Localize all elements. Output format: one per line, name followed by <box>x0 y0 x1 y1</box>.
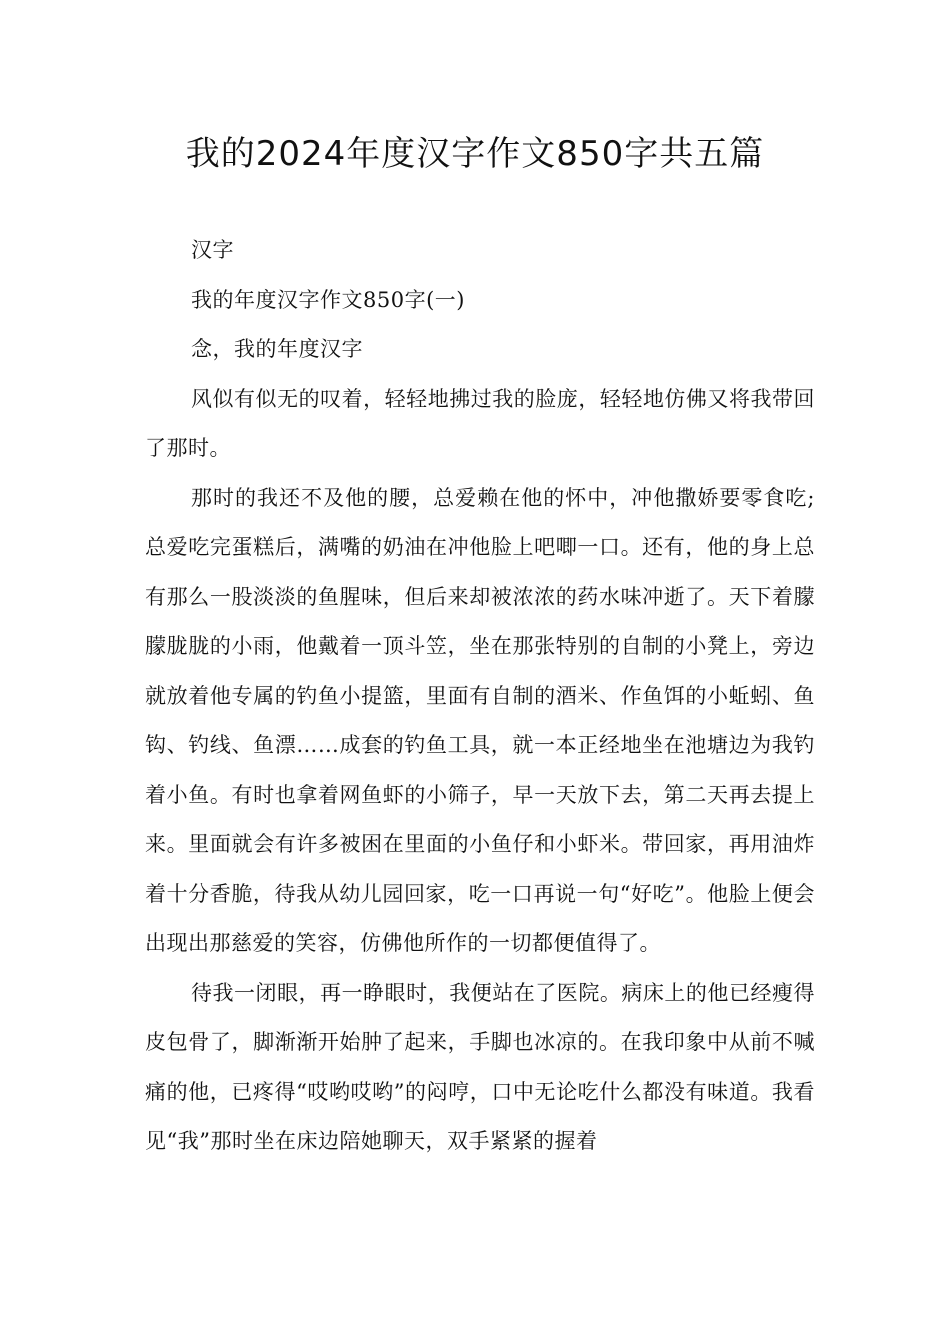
paragraph-body-2: 那时的我还不及他的腰，总爱赖在他的怀中，冲他撒娇要零食吃;总爱吃完蛋糕后，满嘴的奶油在冲他脸上吧唧一口。还有，他的身上总有那么一股淡淡的鱼腥味，但后来却被浓浓的药水味冲逝了。天下着朦朦胧胧的小雨，他戴着一顶斗笠，坐在那张特别的自制的小凳上，旁边就放着他专属的钓鱼小提篮，里面有自制的酒米、作鱼饵的小蚯蚓、鱼钩、钓线、鱼漂……成套的钓鱼工具，就一本正经地坐在池塘边为我钓着小鱼。有时也拿着网鱼虾的小筛子，早一天放下去，第二天再去提上来。里面就会有许多被困在里面的小鱼仔和小虾米。带回家，再用油炸着十分香脆，待我从幼儿园回家，吃一口再说一句“好吃”。他脸上便会出现出那慈爱的笑容，仿佛他所作的一切都便值得了。 <box>145 485 815 955</box>
document-body <box>145 226 815 1167</box>
paragraph-essay-subtitle: 我的年度汉字作文850字(一) <box>191 287 465 312</box>
paragraph-essay-title: 念，我的年度汉字 <box>191 337 363 361</box>
document-title: 我的2024年度汉字作文850字共五篇 <box>185 134 765 174</box>
paragraph-heading-hanzi: 汉字 <box>191 238 234 262</box>
paragraph-body-3: 待我一闭眼，再一睁眼时，我便站在了医院。病床上的他已经瘦得皮包骨了，脚渐渐开始肿了起来，手脚也冰凉的。在我印象中从前不喊痛的他，已疼得“哎哟哎哟”的闷哼，口中无论吃什么都没有味道。我看见“我”那时坐在床边陪她聊天，双手紧紧的握着 <box>145 980 815 1153</box>
paragraph-body-1: 风似有似无的叹着，轻轻地拂过我的脸庞，轻轻地仿佛又将我带回了那时。 <box>145 386 815 460</box>
